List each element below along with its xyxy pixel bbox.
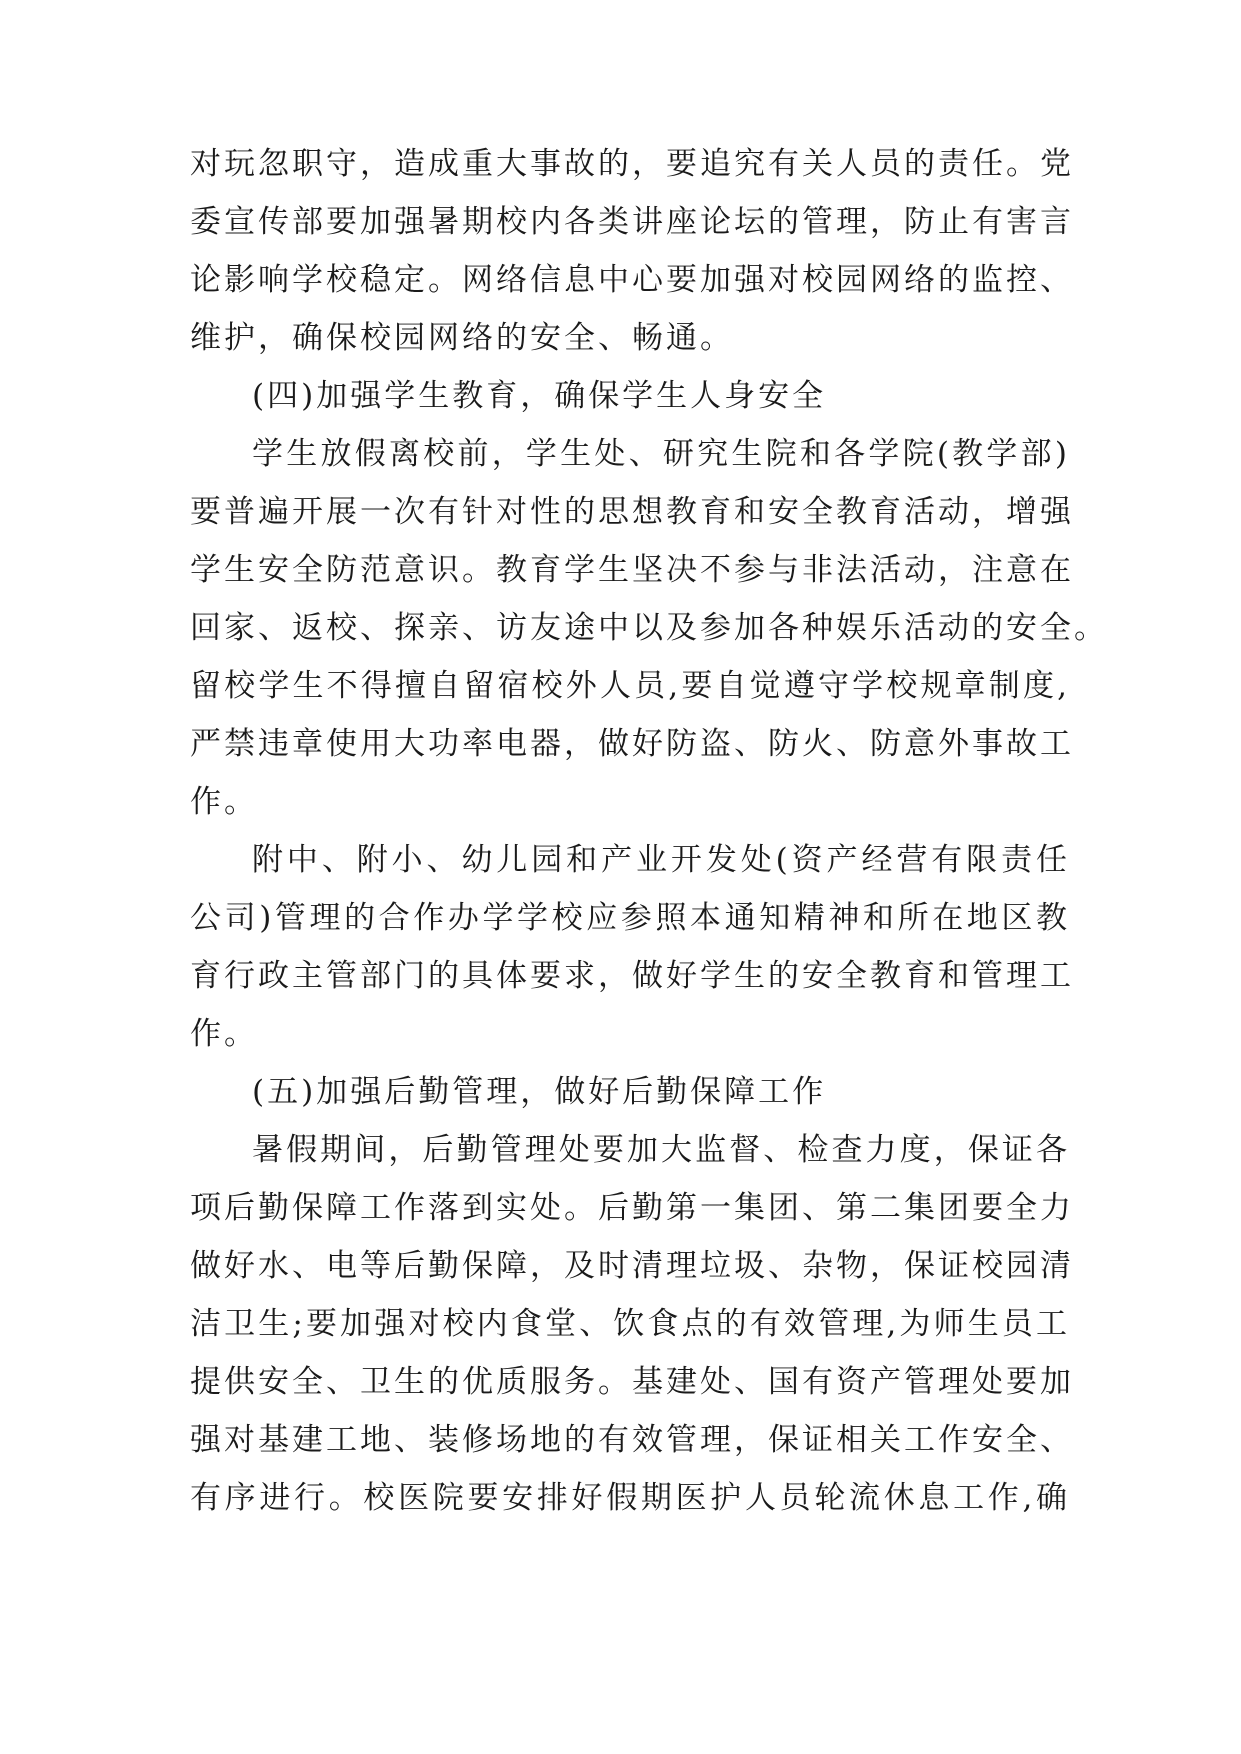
text-line: 要普遍开展一次有针对性的思想教育和安全教育活动，增强	[190, 494, 1074, 530]
text-line: 作。	[190, 1016, 258, 1052]
text-line: 有序进行。校医院要安排好假期医护人员轮流休息工作,确	[190, 1480, 1070, 1516]
text-line: 洁卫生;要加强对校内食堂、饮食点的有效管理,为师生员工	[190, 1306, 1070, 1342]
text-line: 公司)管理的合作办学学校应参照本通知精神和所在地区教	[190, 900, 1070, 936]
section-heading: (四)加强学生教育，确保学生人身安全	[252, 378, 827, 414]
text-line: 回家、返校、探亲、访友途中以及参加各种娱乐活动的安全。	[190, 610, 1108, 646]
text-line: 项后勤保障工作落到实处。后勤第一集团、第二集团要全力	[190, 1190, 1074, 1226]
text-line: 暑假期间，后勤管理处要加大监督、检查力度，保证各	[252, 1132, 1070, 1168]
text-line: 委宣传部要加强暑期校内各类讲座论坛的管理，防止有害言	[190, 204, 1074, 240]
text-line: 留校学生不得擅自留宿校外人员,要自觉遵守学校规章制度,	[190, 668, 1070, 704]
text-line: 附中、附小、幼儿园和产业开发处(资产经营有限责任	[252, 842, 1070, 878]
text-line: 维护，确保校园网络的安全、畅通。	[190, 320, 734, 356]
text-line: 做好水、电等后勤保障，及时清理垃圾、杂物，保证校园清	[190, 1248, 1074, 1284]
text-line: 育行政主管部门的具体要求，做好学生的安全教育和管理工	[190, 958, 1074, 994]
text-line: 学生安全防范意识。教育学生坚决不参与非法活动，注意在	[190, 552, 1074, 588]
text-line: 学生放假离校前，学生处、研究生院和各学院(教学部)	[252, 436, 1070, 472]
section-heading: (五)加强后勤管理，做好后勤保障工作	[252, 1074, 827, 1110]
text-line: 严禁违章使用大功率电器，做好防盗、防火、防意外事故工	[190, 726, 1074, 762]
text-line: 对玩忽职守，造成重大事故的，要追究有关人员的责任。党	[190, 146, 1074, 182]
text-line: 提供安全、卫生的优质服务。基建处、国有资产管理处要加	[190, 1364, 1074, 1400]
text-line: 论影响学校稳定。网络信息中心要加强对校园网络的监控、	[190, 262, 1074, 298]
text-line: 作。	[190, 784, 258, 820]
text-line: 强对基建工地、装修场地的有效管理，保证相关工作安全、	[190, 1422, 1074, 1458]
